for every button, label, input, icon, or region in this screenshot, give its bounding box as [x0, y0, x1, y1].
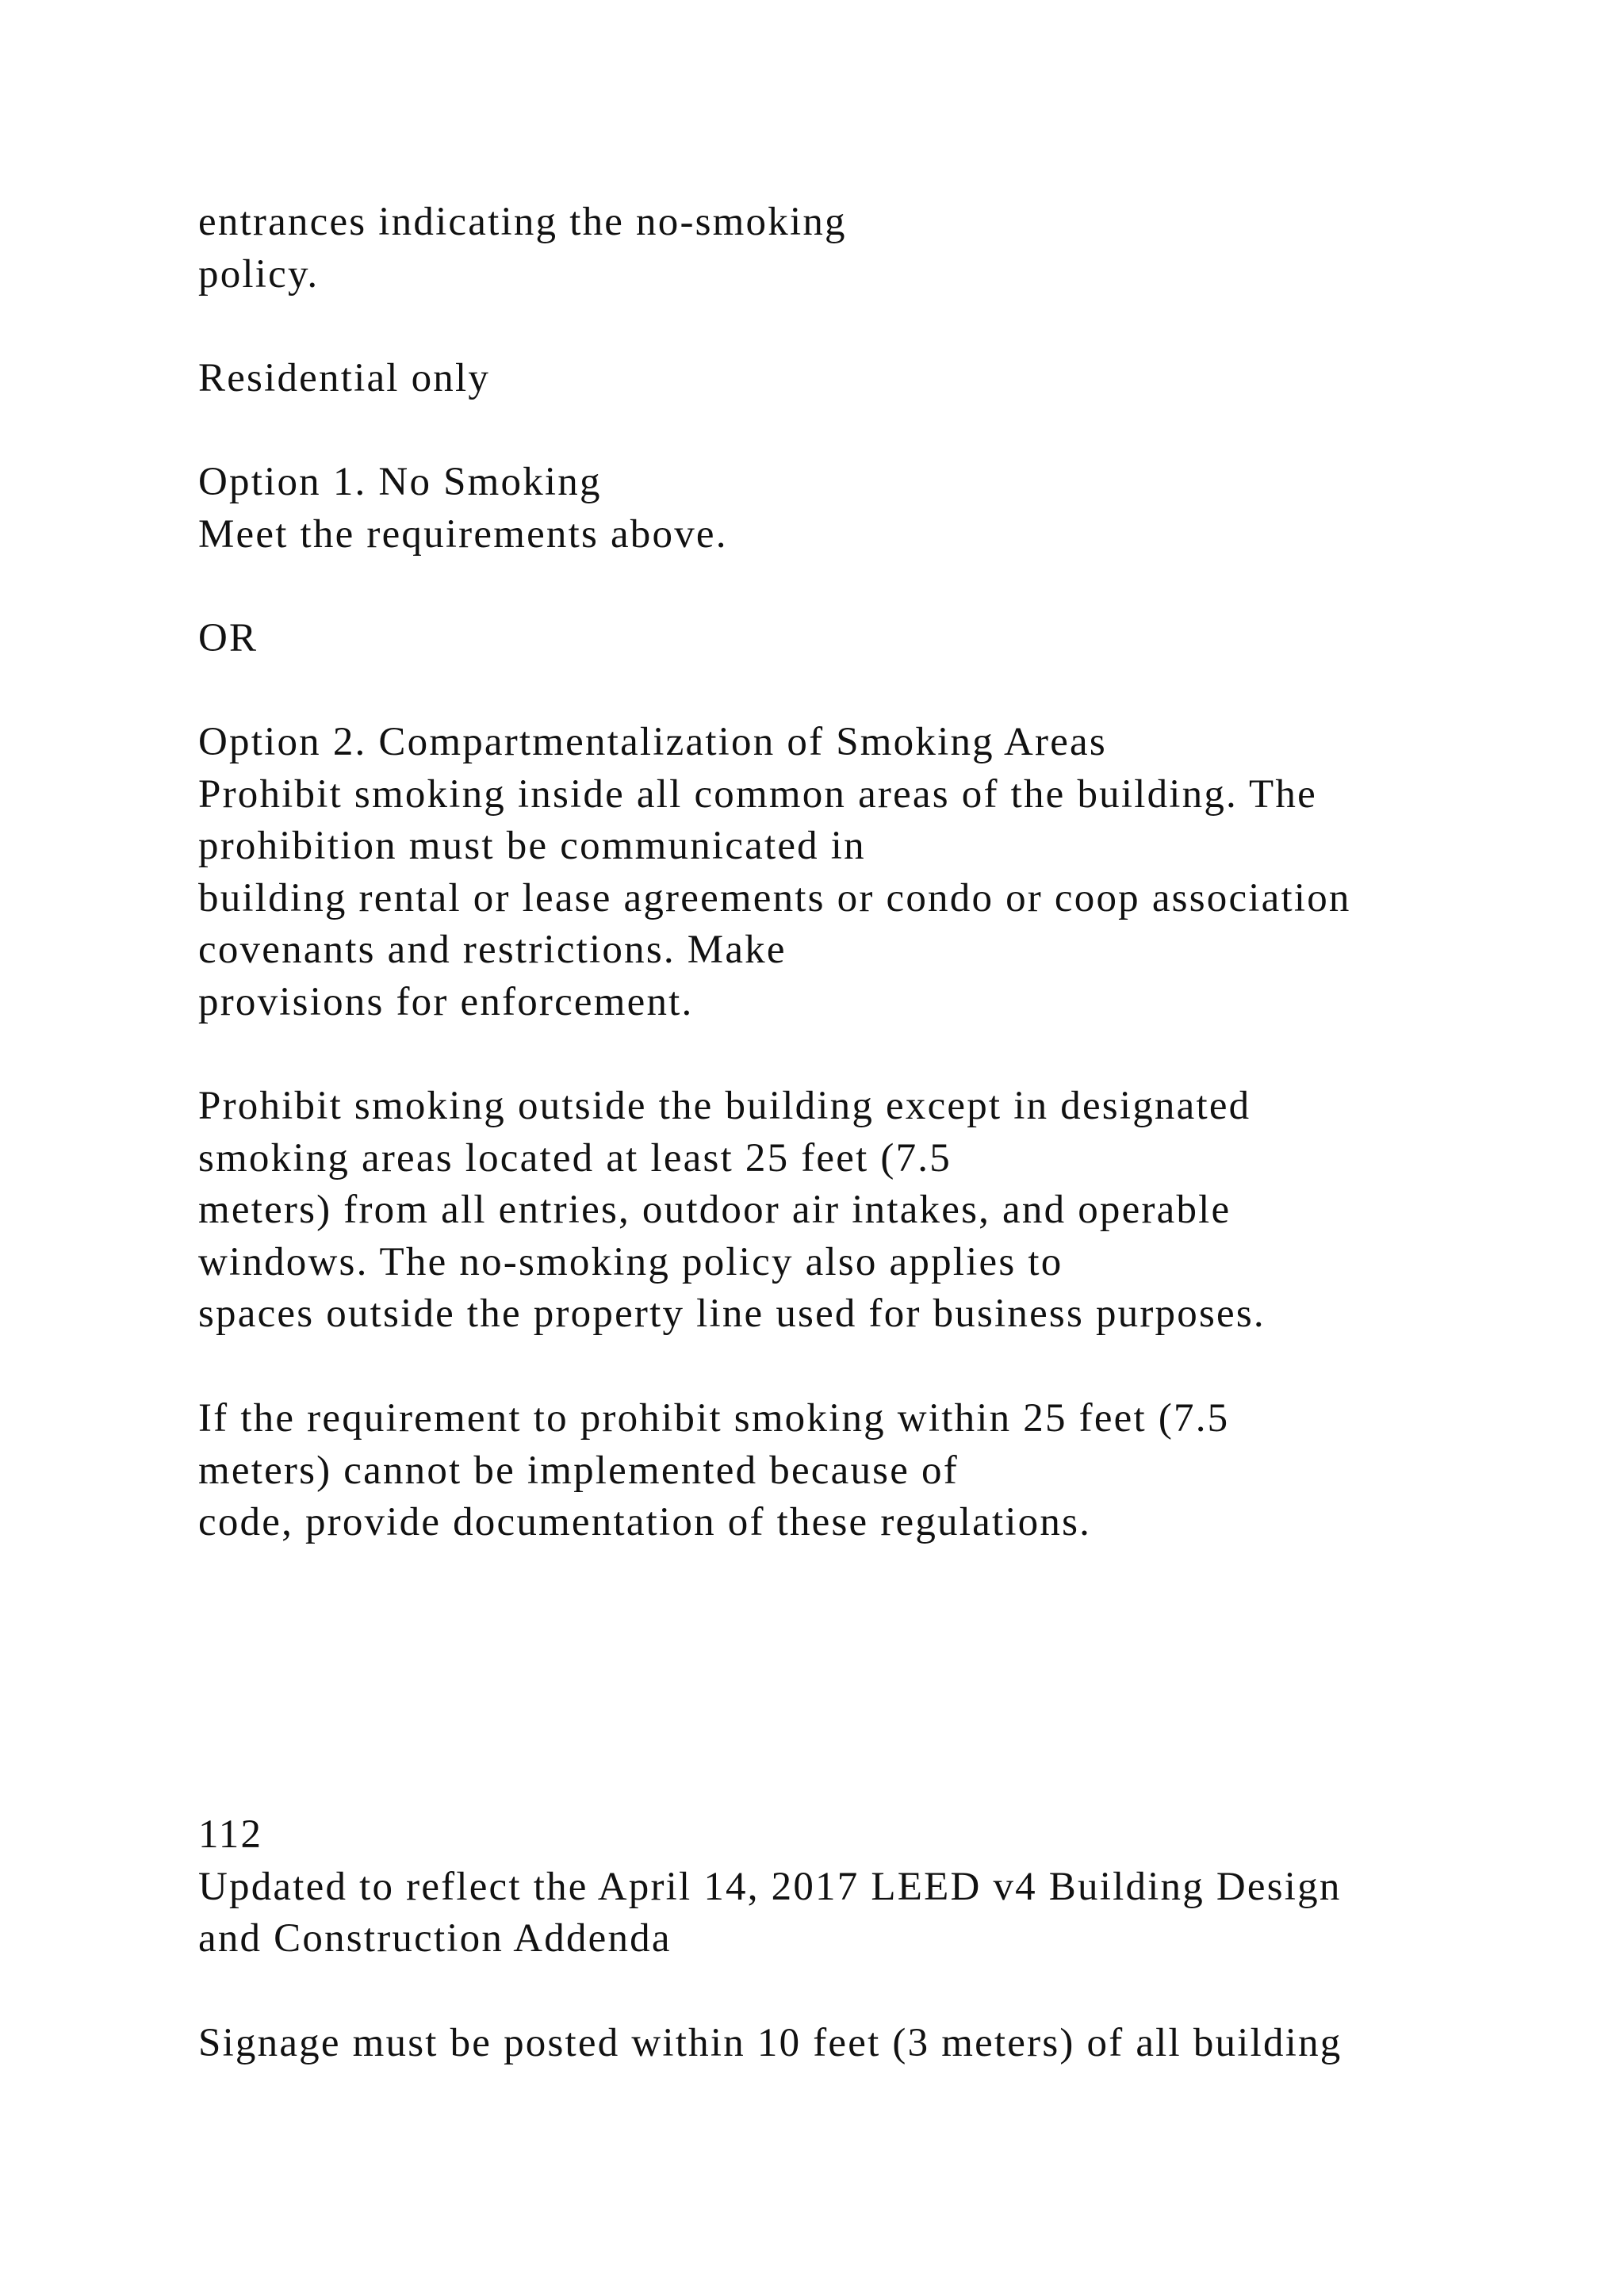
text-line: Updated to reflect the April 14, 2017 LEED v4 Building Design — [198, 1864, 1342, 1909]
text-line: policy. — [198, 251, 320, 297]
continuation-paragraph — [198, 197, 847, 300]
text-line: provisions for enforcement. — [198, 979, 694, 1024]
text-line: meters) cannot be implemented because of — [198, 1448, 959, 1493]
code-exception-paragraph — [198, 1393, 1229, 1549]
text-line: Residential only — [198, 356, 491, 400]
or-separator — [198, 613, 258, 665]
text-line: windows. The no-smoking policy also applies to — [198, 1239, 1063, 1284]
option-1 — [198, 457, 728, 561]
text-line: and Construction Addenda — [198, 1916, 672, 1961]
text-line: Prohibit smoking outside the building except in designated — [198, 1084, 1251, 1128]
text-line: Option 2. Compartmentalization of Smoking Areas — [198, 720, 1107, 764]
text-line: prohibition must be communicated in — [198, 824, 866, 868]
text-line: code, provide documentation of these regulations. — [198, 1500, 1092, 1544]
text-line: Signage must be posted within 10 feet (3 meters) of all building — [198, 2021, 1342, 2065]
page-number: 112 — [198, 1812, 263, 1857]
text-line: smoking areas located at least 25 feet (7.5 — [198, 1135, 952, 1181]
option-2 — [198, 717, 1351, 1028]
outdoor-smoking-paragraph — [198, 1081, 1266, 1341]
residential-heading — [198, 353, 490, 405]
text-line: Option 1. No Smoking — [198, 460, 602, 504]
text-line: Prohibit smoking inside all common areas of the building. The — [198, 771, 1317, 817]
text-line: Meet the requirements above. — [198, 511, 728, 557]
page-footer — [198, 1809, 1342, 1965]
text-line: OR — [198, 616, 259, 660]
signage-paragraph — [198, 2018, 1342, 2070]
text-line: entrances indicating the no-smoking — [198, 200, 847, 244]
text-line: building rental or lease agreements or condo or coop association — [198, 875, 1351, 920]
text-line: covenants and restrictions. Make — [198, 928, 787, 972]
text-line: meters) from all entries, outdoor air intakes, and operable — [198, 1188, 1231, 1232]
text-line: spaces outside the property line used for business purposes. — [198, 1292, 1266, 1336]
text-line: If the requirement to prohibit smoking within 25 feet (7.5 — [198, 1396, 1230, 1441]
